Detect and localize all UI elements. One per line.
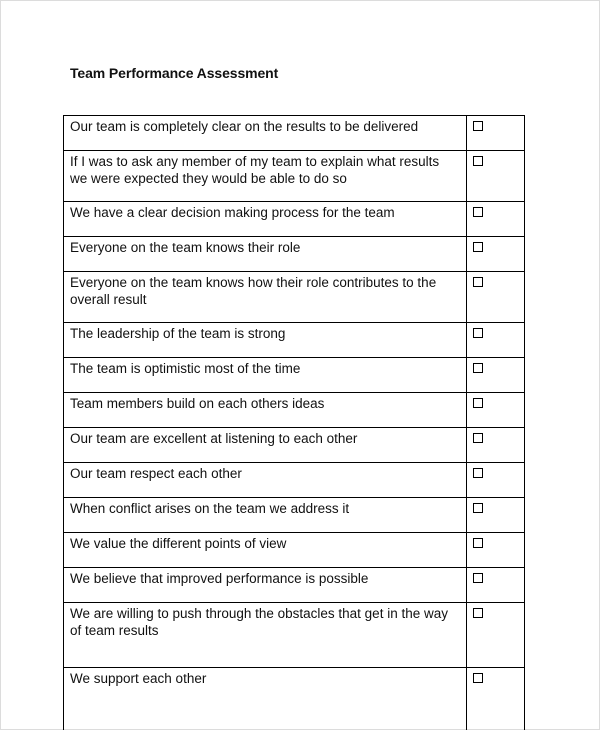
statement-text: The leadership of the team is strong [64,323,467,358]
checkbox-cell [467,463,525,498]
checkbox[interactable] [473,156,483,166]
checkbox[interactable] [473,608,483,618]
checkbox-cell [467,428,525,463]
checkbox-cell [467,393,525,428]
table-row [64,323,525,358]
checkbox-cell [467,498,525,533]
checkbox[interactable] [473,503,483,513]
statement-text: We are willing to push through the obstacles that get in the way of team results [64,603,467,668]
table-row [64,272,525,323]
statement-text: We have a clear decision making process for the team [64,202,467,237]
statement-text: Everyone on the team knows how their role contributes to the overall result [64,272,467,323]
checkbox-cell [467,116,525,151]
statement-text: When conflict arises on the team we address it [64,498,467,533]
table-row [64,603,525,668]
table-row [64,358,525,393]
checkbox-cell [467,533,525,568]
checkbox-cell [467,151,525,202]
table-row [64,498,525,533]
assessment-table [63,115,525,730]
checkbox[interactable] [473,363,483,373]
table-row [64,428,525,463]
checkbox-cell [467,237,525,272]
checkbox-cell [467,668,525,730]
statement-text: If I was to ask any member of my team to explain what results we were expected they would be able to do so [64,151,467,202]
checkbox[interactable] [473,398,483,408]
table-row [64,533,525,568]
table-row [64,393,525,428]
table-row [64,237,525,272]
table-row [64,116,525,151]
table-row [64,202,525,237]
statement-text: Our team respect each other [64,463,467,498]
table-row [64,151,525,202]
statement-text: The team is optimistic most of the time [64,358,467,393]
checkbox[interactable] [473,121,483,131]
checkbox[interactable] [473,538,483,548]
checkbox-cell [467,358,525,393]
table-row [64,668,525,730]
checkbox[interactable] [473,328,483,338]
statement-text: Everyone on the team knows their role [64,237,467,272]
statement-text: We believe that improved performance is possible [64,568,467,603]
table-row [64,568,525,603]
checkbox[interactable] [473,207,483,217]
checkbox-cell [467,202,525,237]
table-row [64,463,525,498]
checkbox-cell [467,323,525,358]
statement-text: We support each other [64,668,467,730]
checkbox[interactable] [473,277,483,287]
checkbox[interactable] [473,468,483,478]
checkbox-cell [467,272,525,323]
checkbox[interactable] [473,573,483,583]
checkbox-cell [467,603,525,668]
statement-text: Our team are excellent at listening to each other [64,428,467,463]
checkbox[interactable] [473,433,483,443]
checkbox-cell [467,568,525,603]
statement-text: Team members build on each others ideas [64,393,467,428]
page-title: Team Performance Assessment [70,65,279,81]
checkbox[interactable] [473,242,483,252]
statement-text: We value the different points of view [64,533,467,568]
checkbox[interactable] [473,673,483,683]
statement-text: Our team is completely clear on the results to be delivered [64,116,467,151]
